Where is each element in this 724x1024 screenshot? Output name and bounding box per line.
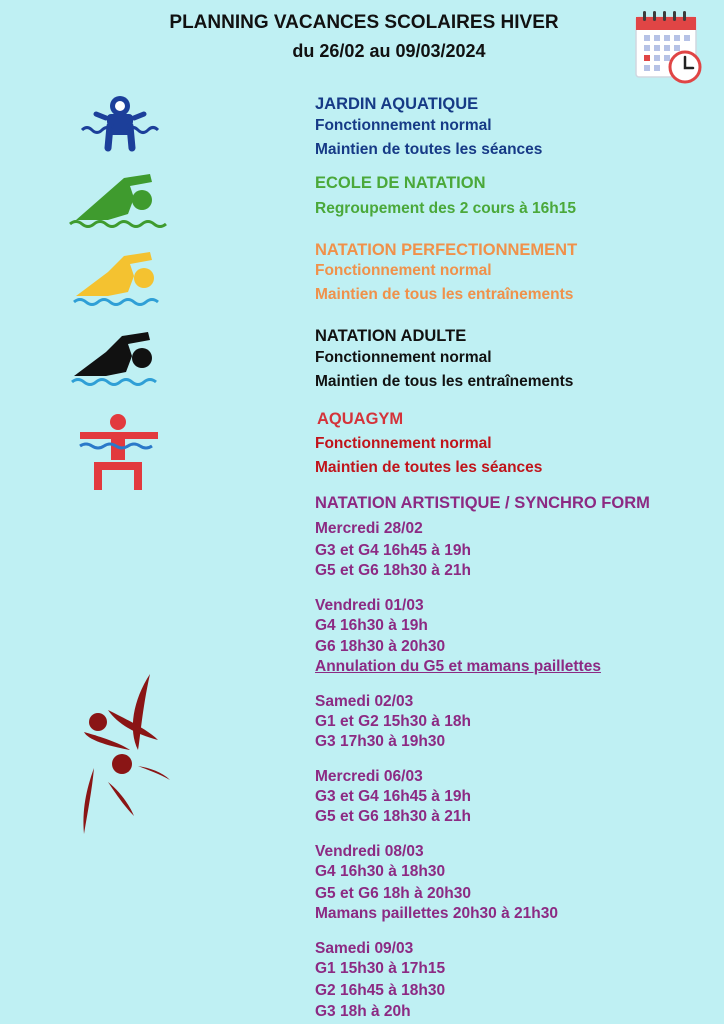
jardin-line-2: Maintien de toutes les séances (315, 141, 543, 158)
yellow-swimmer-icon (72, 248, 164, 310)
schedule-line: G4 16h30 à 18h30 (315, 863, 446, 880)
schedule-line: G3 18h à 20h (315, 1003, 411, 1020)
day-heading: Samedi 09/03 (315, 940, 414, 957)
adulte-line-1: Fonctionnement normal (315, 349, 492, 366)
page-title: PLANNING VACANCES SCOLAIRES HIVER (169, 12, 559, 33)
adulte-title: NATATION ADULTE (315, 327, 467, 345)
perf-line-2: Maintien de tous les entraînements (315, 286, 574, 303)
schedule-line: G1 15h30 à 17h15 (315, 960, 446, 977)
day-heading: Mercredi 28/02 (315, 520, 423, 537)
day-heading: Samedi 02/03 (315, 693, 414, 710)
schedule-line: G5 et G6 18h à 20h30 (315, 885, 471, 902)
schedule-line: G5 et G6 18h30 à 21h (315, 808, 471, 825)
schedule-line: G3 et G4 16h45 à 19h (315, 788, 471, 805)
day-heading: Vendredi 01/03 (315, 597, 424, 614)
green-swimmer-icon (68, 170, 168, 230)
baby-swimmer-icon (80, 94, 162, 154)
day-heading: Vendredi 08/03 (315, 843, 424, 860)
cancellation-note: Annulation du G5 et mamans paillettes (315, 658, 601, 675)
perf-line-1: Fonctionnement normal (315, 262, 492, 279)
aquagym-icon (78, 410, 160, 494)
black-swimmer-icon (70, 328, 162, 390)
aquagym-line-2: Maintien de toutes les séances (315, 459, 543, 476)
aquagym-title: AQUAGYM (317, 410, 404, 428)
schedule-line: G1 et G2 15h30 à 18h (315, 713, 471, 730)
calendar-clock-icon (634, 11, 706, 85)
schedule-line: G3 et G4 16h45 à 19h (315, 542, 471, 559)
page-subtitle: du 26/02 au 09/03/2024 (292, 41, 486, 61)
schedule-line: G4 16h30 à 19h (315, 617, 428, 634)
perf-title: NATATION PERFECTIONNEMENT (315, 241, 578, 259)
ecole-line-1: Regroupement des 2 cours à 16h15 (315, 200, 577, 217)
schedule-line: G3 17h30 à 19h30 (315, 733, 446, 750)
jardin-title: JARDIN AQUATIQUE (315, 95, 479, 113)
artistique-title: NATATION ARTISTIQUE / SYNCHRO FORM (315, 494, 650, 512)
schedule-line: G6 18h30 à 20h30 (315, 638, 446, 655)
schedule-line: G5 et G6 18h30 à 21h (315, 562, 471, 579)
schedule-line: Mamans paillettes 20h30 à 21h30 (315, 905, 558, 922)
adulte-line-2: Maintien de tous les entraînements (315, 373, 574, 390)
day-heading: Mercredi 06/03 (315, 768, 423, 785)
aquagym-line-1: Fonctionnement normal (315, 435, 492, 452)
schedule-line: G2 16h45 à 18h30 (315, 982, 446, 999)
jardin-line-1: Fonctionnement normal (315, 117, 492, 134)
artistic-swimmers-icon (78, 670, 174, 838)
ecole-title: ECOLE DE NATATION (315, 174, 486, 192)
